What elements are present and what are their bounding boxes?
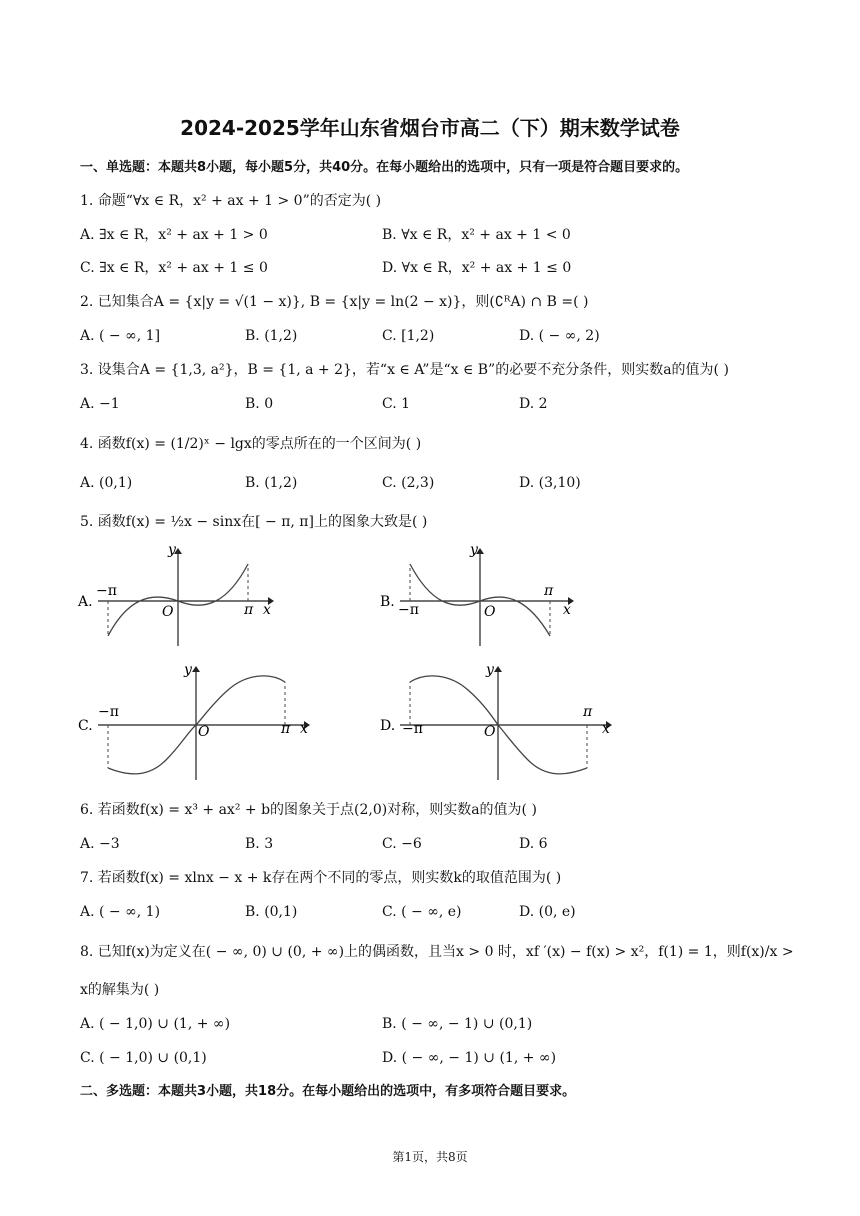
graph-a-pi: π (244, 602, 254, 618)
graph-d-x-label: x (602, 721, 610, 737)
graph-c-label: C. (78, 718, 93, 734)
question-2-option-a[interactable]: A. ( − ∞, 1] (80, 328, 161, 344)
question-4-option-b[interactable]: B. (1,2) (245, 475, 298, 491)
question-8-stem-continued: x的解集为( ) (80, 982, 160, 998)
question-5-graph-options (76, 540, 696, 790)
question-6-option-a[interactable]: A. −3 (80, 836, 120, 852)
graph-c-y-arrow (192, 666, 200, 672)
graph-b-label: B. (380, 594, 395, 610)
question-1-stem: 1. 命题“∀x ∈ R，x² + ax + 1 > 0”的否定为( ) (80, 193, 382, 209)
question-7-option-b[interactable]: B. (0,1) (245, 904, 298, 920)
graph-d-pi: π (583, 704, 593, 720)
graph-b-origin: O (484, 604, 496, 620)
question-8-option-b[interactable]: B. ( − ∞, − 1) ∪ (0,1) (382, 1016, 533, 1032)
question-6-option-b[interactable]: B. 3 (245, 836, 274, 852)
graph-b-neg-pi: −π (398, 602, 419, 618)
graph-a-x-label: x (263, 602, 271, 618)
question-1-option-b[interactable]: B. ∀x ∈ R，x² + ax + 1 < 0 (382, 227, 571, 243)
question-4-stem: 4. 函数f(x) = (1/2)ˣ − lgx的零点所在的一个区间为( ) (80, 436, 422, 452)
section-heading-single-choice: 一、单选题：本题共8小题，每小题5分，共40分。在每小题给出的选项中，只有一项是符合题目要求的。 (80, 160, 689, 175)
question-4-option-a[interactable]: A. (0,1) (80, 475, 133, 491)
question-8-option-d[interactable]: D. ( − ∞, − 1) ∪ (1, + ∞) (382, 1050, 557, 1066)
graph-c-pi: π (281, 721, 291, 737)
question-3-option-c[interactable]: C. 1 (382, 396, 411, 412)
question-1-option-c[interactable]: C. ∃x ∈ R，x² + ax + 1 ≤ 0 (80, 260, 268, 276)
graph-c-y-label: y (184, 662, 192, 678)
graph-c-neg-pi: −π (98, 704, 119, 720)
question-3-option-a[interactable]: A. −1 (80, 396, 120, 412)
question-3-option-d[interactable]: D. 2 (519, 396, 548, 412)
question-8-stem: 8. 已知f(x)为定义在( − ∞, 0) ∪ (0, + ∞)上的偶函数，且当x > 0 时，xf ′(x) − f(x) > x²，f(1) = 1，则f(x)/x > (80, 944, 794, 960)
question-5-stem: 5. 函数f(x) = ½x − sinx在[ − π, π]上的图象大致是( ) (80, 514, 428, 530)
question-2-stem: 2. 已知集合A = {x|y = √(1 − x)}, B = {x|y = ln(2 − x)}，则(∁ᴿA) ∩ B =( ) (80, 294, 589, 310)
graph-d-neg-pi: −π (402, 721, 423, 737)
question-7-option-a[interactable]: A. ( − ∞, 1) (80, 904, 161, 920)
question-7-stem: 7. 若函数f(x) = xlnx − x + k存在两个不同的零点，则实数k的取值范围为( ) (80, 870, 562, 886)
section-heading-multi-choice: 二、多选题：本题共3小题，共18分。在每小题给出的选项中，有多项符合题目要求。 (80, 1084, 576, 1099)
question-1-option-a[interactable]: A. ∃x ∈ R，x² + ax + 1 > 0 (80, 227, 268, 243)
question-2-option-d[interactable]: D. ( − ∞, 2) (519, 328, 600, 344)
graph-b-x-label: x (563, 602, 571, 618)
graph-a-y-label: y (168, 542, 176, 558)
question-1-option-d[interactable]: D. ∀x ∈ R，x² + ax + 1 ≤ 0 (382, 260, 572, 276)
question-2-option-b[interactable]: B. (1,2) (245, 328, 298, 344)
question-6-stem: 6. 若函数f(x) = x³ + ax² + b的图象关于点(2,0)对称，则实数a的值为( ) (80, 802, 537, 818)
question-4-option-d[interactable]: D. (3,10) (519, 475, 581, 491)
question-8-option-c[interactable]: C. ( − 1,0) ∪ (0,1) (80, 1050, 207, 1066)
graph-c-origin: O (198, 724, 210, 740)
question-8-option-a[interactable]: A. ( − 1,0) ∪ (1, + ∞) (80, 1016, 231, 1032)
graph-d-y-label: y (486, 662, 494, 678)
question-7-option-d[interactable]: D. (0, e) (519, 904, 576, 920)
graph-d-origin: O (484, 724, 496, 740)
question-3-stem: 3. 设集合A = {1,3, a²}，B = {1, a + 2}，若“x ∈ A”是“x ∈ B”的必要不充分条件，则实数a的值为( ) (80, 362, 729, 378)
question-6-option-c[interactable]: C. −6 (382, 836, 422, 852)
question-4-option-c[interactable]: C. (2,3) (382, 475, 435, 491)
graph-d-label: D. (380, 718, 396, 734)
question-7-option-c[interactable]: C. ( − ∞, e) (382, 904, 462, 920)
graph-c-x-label: x (300, 721, 308, 737)
graph-option-b[interactable] (380, 542, 574, 646)
graph-option-d[interactable] (380, 662, 612, 780)
graph-b-y-label: y (470, 542, 478, 558)
graph-option-c[interactable] (78, 662, 310, 780)
page-title: 2024-2025学年山东省烟台市高二（下）期末数学试卷 (180, 116, 680, 140)
question-2-option-c[interactable]: C. [1,2) (382, 328, 435, 344)
graph-a-neg-pi: −π (96, 583, 117, 599)
graph-option-a[interactable] (77, 542, 274, 646)
graph-a-origin: O (162, 604, 174, 620)
question-3-option-b[interactable]: B. 0 (245, 396, 274, 412)
graph-b-pi: π (544, 583, 554, 599)
page-footer: 第1页，共8页 (392, 1150, 468, 1164)
graph-d-y-arrow (494, 666, 502, 672)
graph-a-label: A. (78, 594, 93, 610)
question-6-option-d[interactable]: D. 6 (519, 836, 548, 852)
